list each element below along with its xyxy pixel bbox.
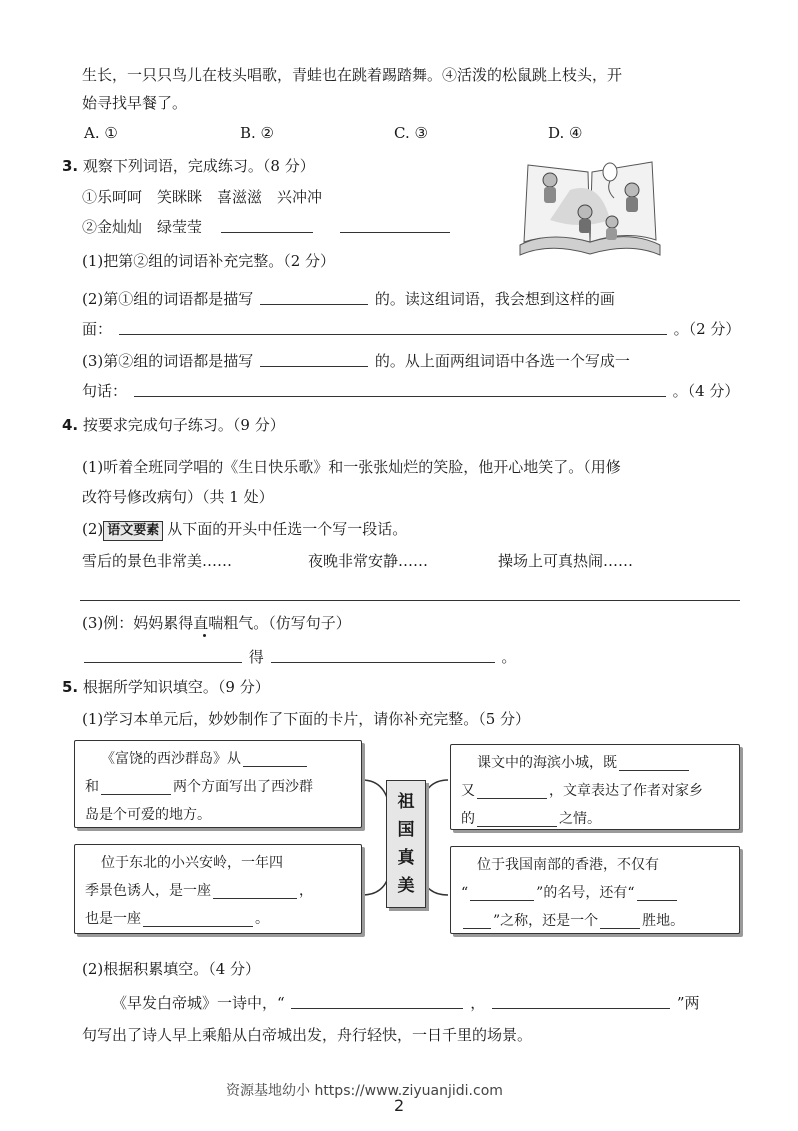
q3-sub3-text-c: 句话： [82, 382, 128, 400]
answer-blank[interactable] [470, 899, 534, 901]
answer-blank[interactable] [271, 661, 495, 663]
answer-blank[interactable] [340, 231, 450, 233]
children-book-illustration [510, 150, 670, 262]
card-text: 两个方面写出了西沙群 [173, 779, 313, 795]
question-4-header [62, 414, 285, 435]
q4-sub2-text: 从下面的开头中任选一个写一段话。 [167, 520, 408, 538]
q3-sub3-row2 [82, 380, 739, 401]
question-number: 5. [62, 678, 79, 696]
card-text: ”之称，还是一个 [493, 913, 599, 929]
answer-blank[interactable] [619, 769, 689, 771]
question-3-header [62, 155, 315, 176]
q5-sub1: (1)学习本单元后，妙妙制作了下面的卡片，请你补充完整。（5 分） [82, 710, 531, 728]
q5-poem-comma: ， [470, 994, 486, 1012]
answer-blank[interactable] [221, 231, 313, 233]
card-text: 胜地。 [642, 913, 685, 929]
card-text: 课文中的海滨小城，既 [477, 755, 617, 771]
q5-sub2: (2)根据积累填空。（4 分） [82, 960, 261, 978]
q5-poem-row2: 句写出了诗人早上乘船从白帝城出发，舟行轻快，一日千里的场景。 [82, 1026, 533, 1044]
q4-sub1-line2: 改符号修改病句）（共 1 处） [82, 488, 274, 506]
center-char: 美 [397, 876, 415, 896]
q3-sub2-row2 [82, 318, 740, 339]
answer-blank[interactable] [260, 365, 368, 367]
card-text: 的 [461, 811, 475, 827]
q3-sub2-row1 [82, 288, 615, 309]
chinese-element-tag: 语文要素 [103, 521, 163, 541]
card-text: “ [461, 885, 469, 901]
q4-sub3: (3)例：妈妈累得直喘粗气。（仿写句子） [82, 614, 351, 632]
q3-group2: ②金灿灿 绿莹莹 [82, 218, 203, 236]
card-text: 之情。 [559, 811, 601, 827]
card-text: 也是一座 [85, 911, 141, 927]
card-xinganling [74, 844, 362, 934]
card-xisha [74, 740, 362, 828]
q3-sub3-score: 。（4 分） [672, 382, 740, 400]
q4-option-3: 操场上可真热闹…… [498, 552, 634, 570]
answer-blank[interactable] [213, 897, 297, 899]
question-number: 3. [62, 157, 79, 175]
question-title: 根据所学知识填空。（9 分） [82, 678, 270, 696]
q4-sub1-line1: (1)听着全班同学唱的《生日快乐歌》和一张张灿烂的笑脸，他开心地笑了。（用修 [82, 458, 621, 476]
q3-sub2-text-a: (2)第①组的词语都是描写 [82, 290, 254, 308]
card-text: 岛是个可爱的地方。 [85, 807, 211, 823]
q2-line1: 生长，一只只鸟儿在枝头唱歌，青蛙也在跳着踢踏舞。④活泼的松鼠跳上枝头，开 [82, 66, 623, 84]
card-text: 位于我国南部的香港，不仅有 [477, 857, 659, 873]
q2-line2: 始寻找早餐了。 [82, 94, 188, 112]
answer-line[interactable] [134, 395, 666, 397]
q4-sub3-answer-row [82, 646, 516, 667]
q3-sub2-text-b: 的。读这组词语，我会想到这样的画 [374, 290, 615, 308]
option-b: B. ② [240, 124, 275, 142]
option-c: C. ③ [394, 124, 428, 142]
answer-blank[interactable] [260, 303, 368, 305]
question-5-header [62, 676, 270, 697]
card-text: 位于东北的小兴安岭，一年四 [101, 855, 283, 871]
q4-sub2-row [82, 518, 407, 541]
answer-blank[interactable] [291, 1007, 463, 1009]
page-number: 2 [394, 1096, 405, 1115]
answer-blank[interactable] [600, 927, 640, 929]
answer-blank[interactable] [143, 925, 253, 927]
q4-sub2-prefix: (2) [82, 520, 104, 538]
q3-sub2-text-c: 面： [82, 320, 113, 338]
answer-blank[interactable] [243, 765, 307, 767]
card-text: 和 [85, 779, 99, 795]
card-text: 《富饶的西沙群岛》从 [101, 751, 241, 767]
q4-sub3-de: 得 [248, 648, 264, 666]
q3-sub2-score: 。（2 分） [673, 320, 741, 338]
center-char: 真 [397, 848, 415, 868]
answer-blank[interactable] [84, 661, 242, 663]
q5-poem-row1 [112, 992, 699, 1013]
card-text: 。 [255, 911, 269, 927]
q3-sub3-text-a: (3)第②组的词语都是描写 [82, 352, 254, 370]
q3-group2-row [82, 216, 452, 237]
answer-blank[interactable] [463, 927, 491, 929]
q3-group1: ①乐呵呵 笑眯眯 喜滋滋 兴冲冲 [82, 188, 323, 206]
emphasis-dot [203, 634, 206, 637]
card-text: 季景色诱人，是一座 [85, 883, 211, 899]
q3-sub3-text-b: 的。从上面两组词语中各选一个写成一 [374, 352, 630, 370]
answer-blank[interactable] [637, 899, 677, 901]
q3-sub1: (1)把第②组的词语补充完整。（2 分） [82, 252, 336, 270]
question-title: 观察下列词语，完成练习。（8 分） [82, 157, 315, 175]
q3-sub3-row1 [82, 350, 630, 371]
answer-line[interactable] [80, 600, 740, 601]
option-d: D. ④ [548, 124, 583, 142]
q4-option-1: 雪后的景色非常美…… [82, 552, 233, 570]
question-number: 4. [62, 416, 79, 434]
q4-option-2: 夜晚非常安静…… [308, 552, 429, 570]
card-text: ，文章表达了作者对家乡 [549, 783, 703, 799]
answer-blank[interactable] [101, 793, 171, 795]
question-title: 按要求完成句子练习。（9 分） [82, 416, 285, 434]
answer-blank[interactable] [477, 825, 557, 827]
card-text: ”的名号，还有“ [536, 885, 635, 901]
answer-line[interactable] [119, 333, 667, 335]
card-text: ， [299, 883, 313, 899]
center-topic-box [386, 780, 426, 908]
watermark: 资源基地幼小 https://www.ziyuanjidi.com [226, 1083, 503, 1099]
card-seaside-town [450, 744, 740, 830]
q4-sub3-end: 。 [501, 648, 517, 666]
option-a: A. ① [84, 124, 118, 142]
center-char: 祖 [397, 792, 415, 812]
answer-blank[interactable] [492, 1007, 670, 1009]
q5-poem-text-a: 《早发白帝城》一诗中，“ [112, 994, 285, 1012]
answer-blank[interactable] [477, 797, 547, 799]
card-hongkong [450, 846, 740, 934]
card-text: 又 [461, 783, 475, 799]
q5-poem-text-b: ”两 [676, 994, 700, 1012]
center-char: 国 [397, 820, 415, 840]
